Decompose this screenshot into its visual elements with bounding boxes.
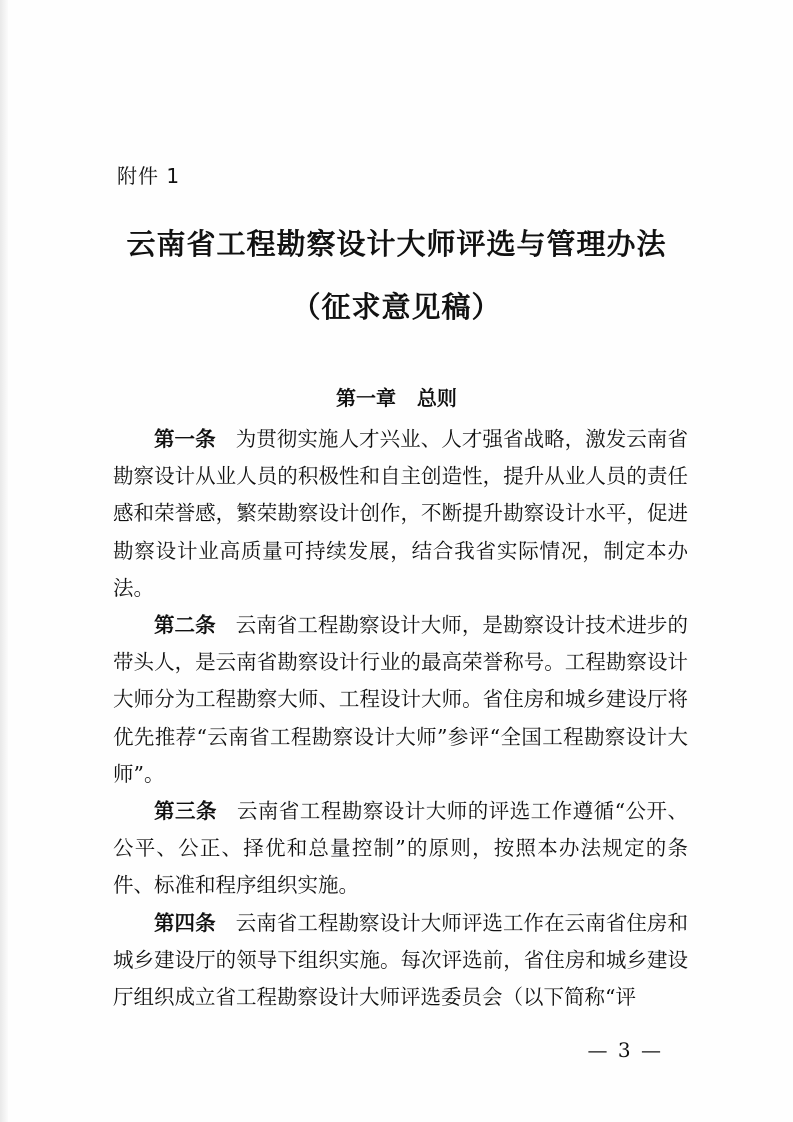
scan-edge xyxy=(0,0,8,1122)
article-paragraph xyxy=(113,421,688,607)
attachment-label: 附件 1 xyxy=(117,164,181,188)
article-paragraph xyxy=(113,793,688,905)
article-label: 第一条 xyxy=(154,427,216,451)
article-text: 云南省工程勘察设计大师，是勘察设计技术进步的带头人，是云南省勘察设计行业的最高荣誉称号。工程勘察设计大师分为工程勘察大师、工程设计大师。省住房和城乡建设厅将优先推荐“云南省工程勘察设计大师”参评“全国工程勘察设计大师”。 xyxy=(113,613,688,786)
article-label: 第二条 xyxy=(154,613,216,638)
document-subtitle: （征求意见稿） xyxy=(291,290,502,324)
document-body xyxy=(113,421,688,1016)
article-label: 第三条 xyxy=(154,799,217,824)
article-paragraph xyxy=(113,905,688,1017)
page-number: — 3 — xyxy=(587,1038,663,1062)
chapter-heading: 第一章 总则 xyxy=(336,386,457,410)
article-paragraph xyxy=(113,607,688,793)
article-text: 云南省工程勘察设计大师的评选工作遵循“公开、公平、公正、择优和总量控制”的原则，按照本办法规定的条件、标准和程序组织实施。 xyxy=(113,799,689,898)
article-text: 云南省工程勘察设计大师评选工作在云南省住房和城乡建设厅的领导下组织实施。每次评选前，省住房和城乡建设厅组织成立省工程勘察设计大师评选委员会（以下简称“评 xyxy=(113,910,688,1010)
article-label: 第四条 xyxy=(154,910,216,935)
article-text: 为贯彻实施人才兴业、人才强省战略，激发云南省勘察设计从业人员的积极性和自主创造性，提升从业人员的责任感和荣誉感，繁荣勘察设计创作，不断提升勘察设计水平，促进勘察设计业高质量可持续发展，结合我省实际情况，制定本办法。 xyxy=(113,427,688,600)
document-title: 云南省工程勘察设计大师评选与管理办法 xyxy=(126,227,667,261)
